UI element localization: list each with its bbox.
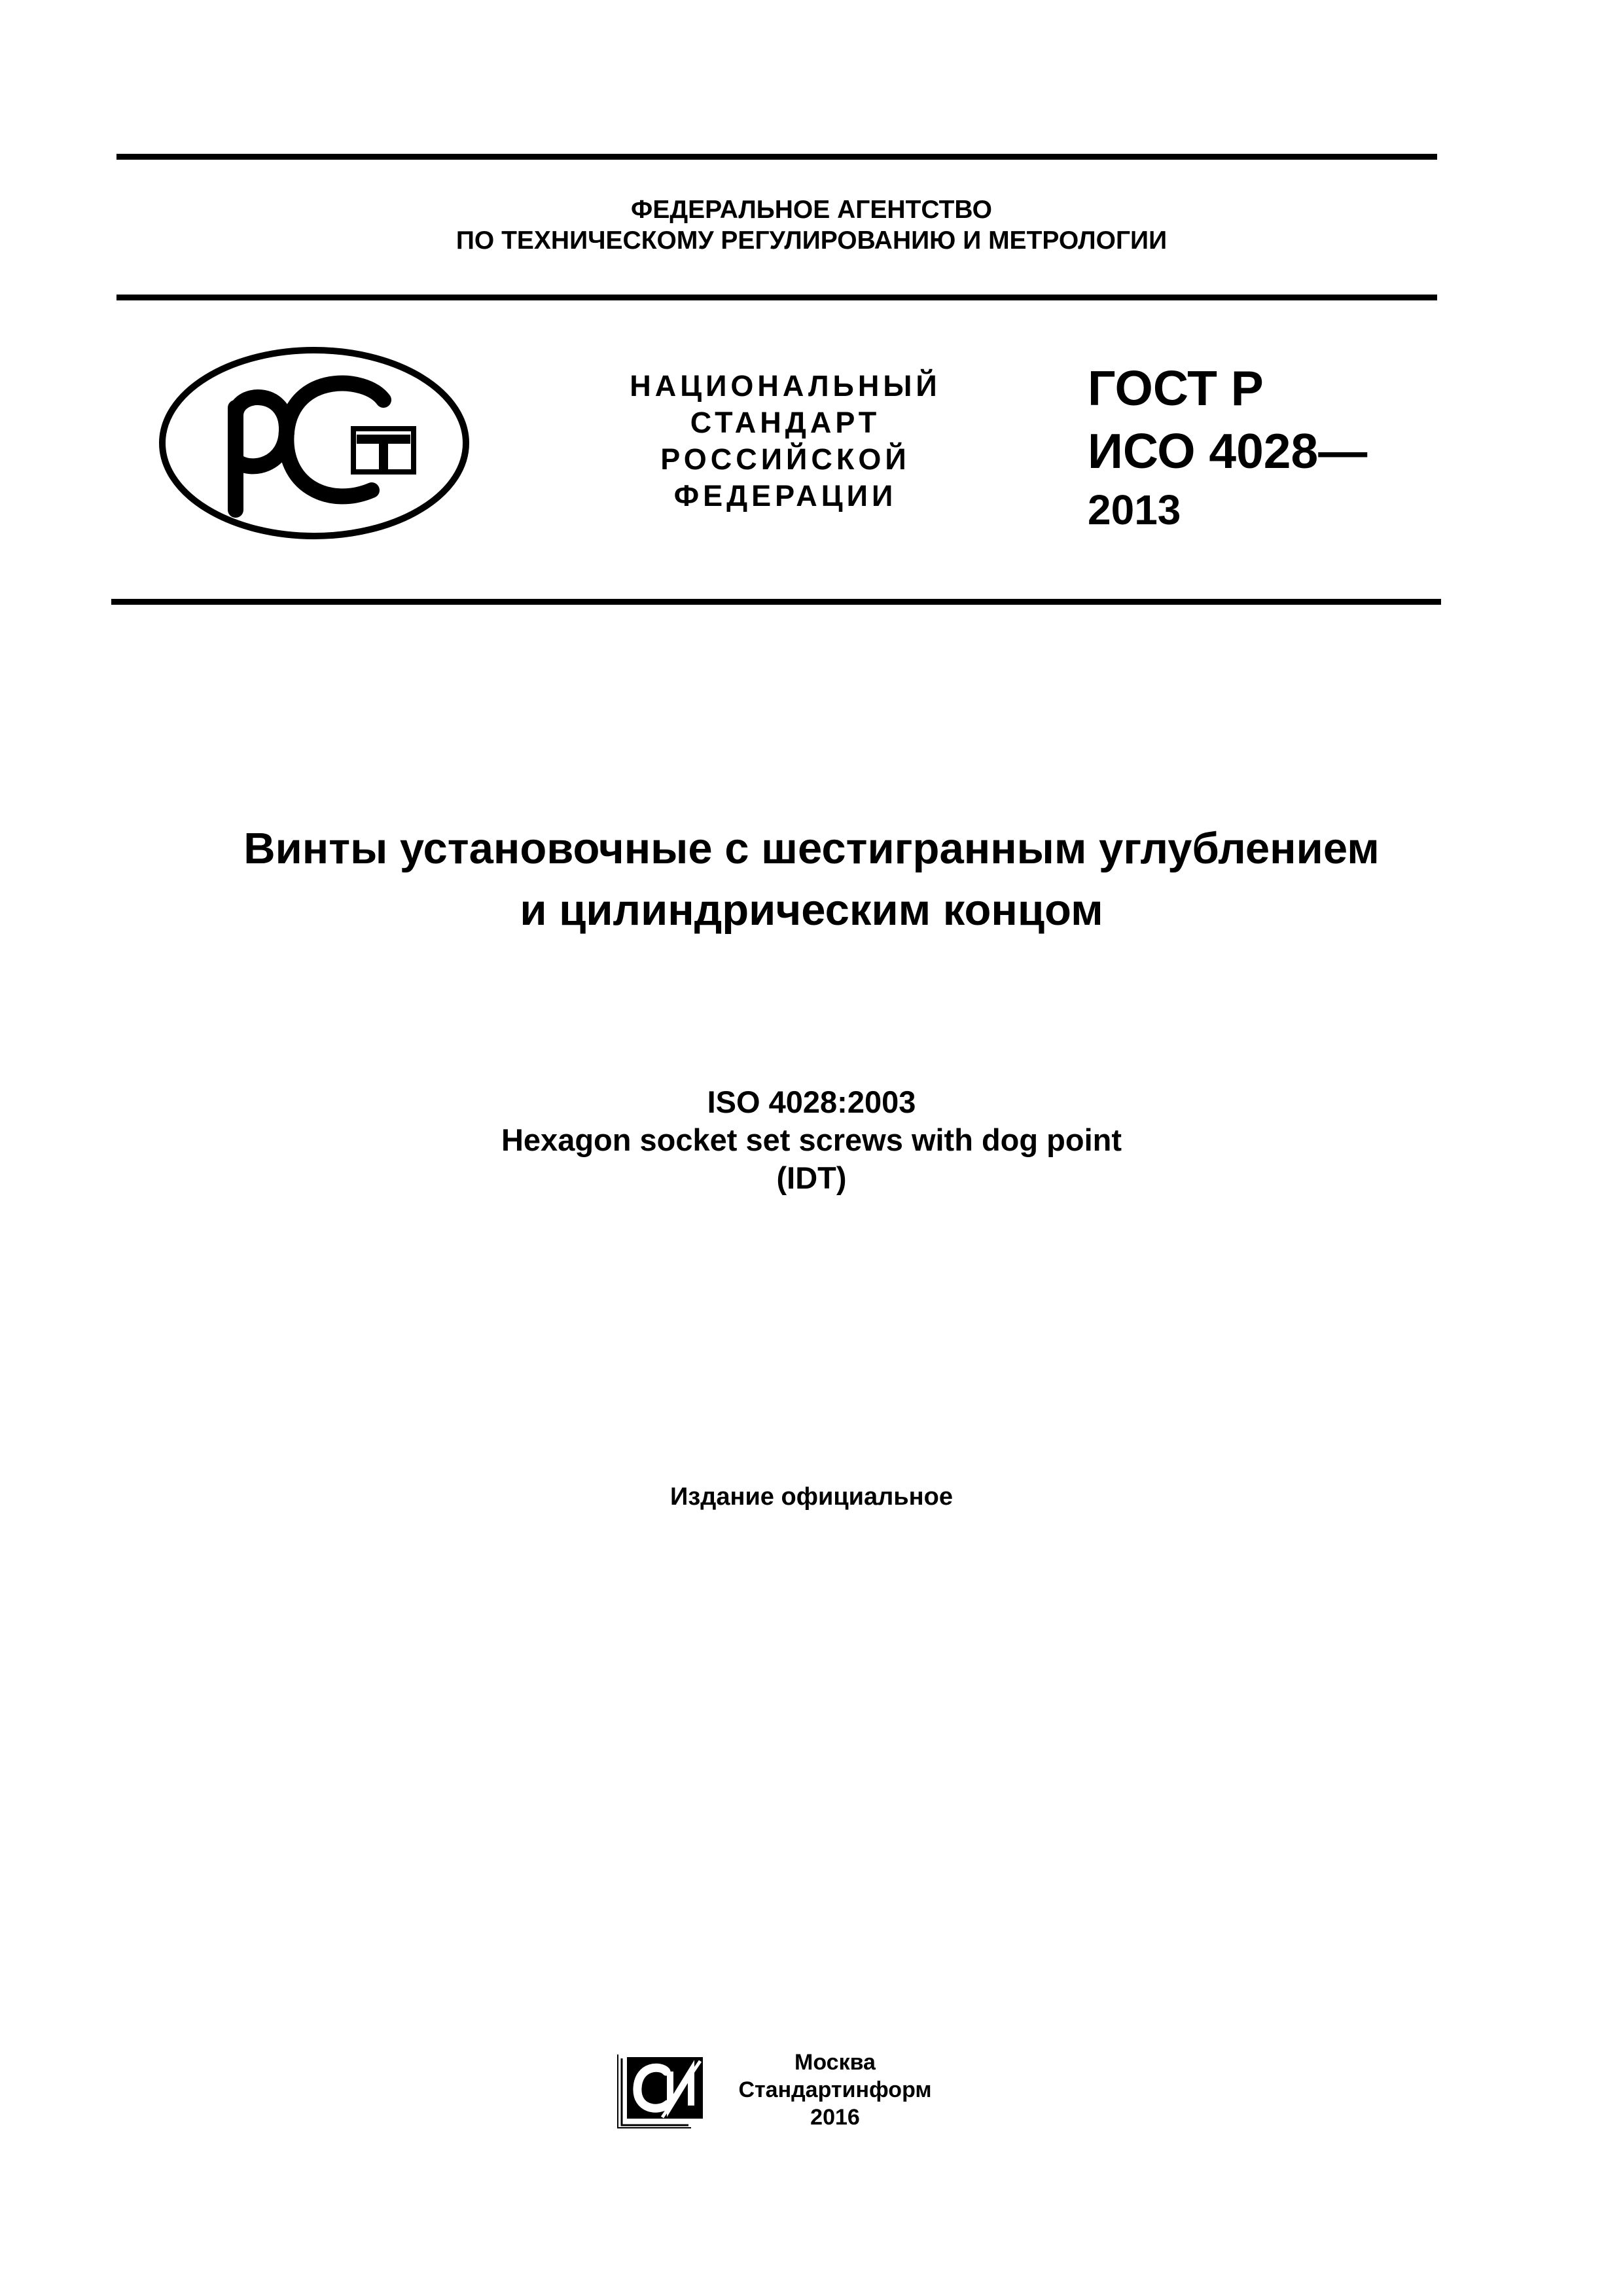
document-title-line-2: и цилиндрическим концом (520, 886, 1103, 935)
national-standard-line-3: РОССИЙСКОЙ (660, 442, 910, 476)
publisher-city: Москва (794, 2050, 876, 2075)
publisher-name: Стандартинформ (738, 2077, 932, 2102)
standard-designation (1088, 357, 1367, 537)
iso-reference (0, 1083, 1623, 1197)
edition-note: Издание официальное (670, 1483, 953, 1511)
bottom-rule (111, 599, 1441, 605)
iso-title: Hexagon socket set screws with dog point (501, 1122, 1122, 1157)
national-standard-line-4: ФЕДЕРАЦИИ (673, 479, 897, 512)
middle-rule (116, 295, 1437, 300)
rst-certification-logo-icon (157, 345, 471, 541)
designation-year: 2013 (1088, 486, 1181, 533)
designation-line-2: ИСО 4028— (1088, 423, 1368, 478)
publisher-imprint (732, 2049, 938, 2131)
designation-line-1: ГОСТ Р (1088, 361, 1264, 416)
agency-name-line-1: ФЕДЕРАЛЬНОЕ АГЕНТСТВО (631, 196, 992, 224)
publisher-year: 2016 (810, 2105, 860, 2130)
national-standard-label (589, 368, 982, 514)
national-standard-line-2: СТАНДАРТ (690, 406, 881, 439)
document-title (0, 818, 1623, 941)
document-title-line-1: Винты установочные с шестигранным углублением (243, 824, 1380, 873)
iso-degree: (IDT) (776, 1160, 847, 1195)
top-rule (116, 154, 1437, 160)
agency-name-line-2: ПО ТЕХНИЧЕСКОМУ РЕГУЛИРОВАНИЮ И МЕТРОЛОГИИ (455, 226, 1168, 255)
iso-number: ISO 4028:2003 (707, 1085, 916, 1119)
national-standard-line-1: НАЦИОНАЛЬНЫЙ (630, 369, 941, 403)
standartinform-logo-icon (615, 2052, 708, 2129)
